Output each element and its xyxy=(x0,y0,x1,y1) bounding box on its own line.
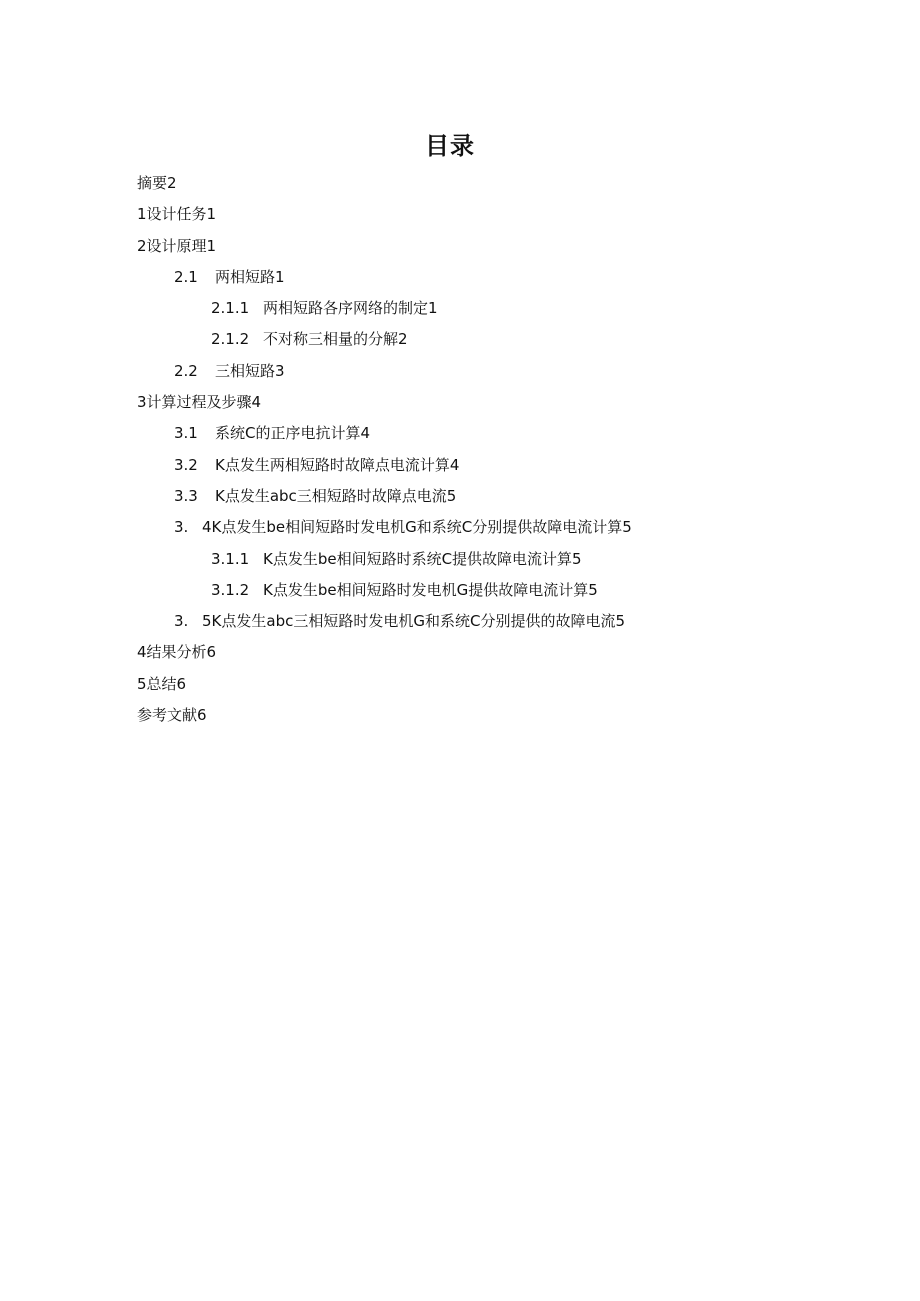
toc-entry-label: K点发生两相短路时故障点电流计算4 xyxy=(215,455,460,474)
toc-entry-3-1[interactable] xyxy=(0,418,632,449)
toc-entry-label: 三相短路3 xyxy=(215,361,285,380)
toc-entry-label: 5总结6 xyxy=(137,674,187,693)
toc-entry-3-2[interactable] xyxy=(0,450,632,481)
toc-entry-label: 2设计原理1 xyxy=(137,236,217,255)
toc-entry-label: K点发生be相间短路时发电机G提供故障电流计算5 xyxy=(263,580,598,599)
toc-entry-label: 系统C的正序电抗计算4 xyxy=(215,424,371,443)
toc-entry-number: 3.2 xyxy=(174,455,198,474)
toc-entry-label: K点发生be相间短路时系统C提供故障电流计算5 xyxy=(263,549,582,568)
toc-entry-2-1-1[interactable] xyxy=(0,293,632,324)
toc-entry-number: 3.3 xyxy=(174,486,198,505)
toc-entry-summary[interactable] xyxy=(0,669,632,700)
toc-entry-label: 两相短路1 xyxy=(215,267,285,286)
toc-entry-number: 2.2 xyxy=(174,361,198,380)
toc-entry-3-1-1[interactable] xyxy=(0,544,632,575)
toc-entry-label: 1设计任务1 xyxy=(137,205,217,224)
toc-entry-number: 3.1.1 xyxy=(211,549,250,568)
toc-entry-label: 4K点发生be相间短路时发电机G和系统C分别提供故障电流计算5 xyxy=(202,518,632,537)
toc-entry-number: 3.1.2 xyxy=(211,580,250,599)
toc-list xyxy=(0,168,632,731)
toc-entry-label: 摘要2 xyxy=(137,174,177,192)
toc-entry-2-1[interactable] xyxy=(0,262,632,293)
toc-entry-references[interactable] xyxy=(0,700,632,731)
toc-entry-3-5[interactable] xyxy=(0,606,632,637)
toc-entry-abstract[interactable] xyxy=(0,168,632,199)
toc-entry-3-1-2[interactable] xyxy=(0,575,632,606)
toc-entry-number: 3.1 xyxy=(174,424,198,443)
toc-entry-label: 参考文献6 xyxy=(137,706,207,725)
toc-entry-number: 2.1.2 xyxy=(211,330,250,349)
toc-entry-label: K点发生abc三相短路时故障点电流5 xyxy=(215,486,457,505)
toc-entry-label: 3计算过程及步骤4 xyxy=(137,393,262,412)
toc-entry-label: 4结果分析6 xyxy=(137,643,217,662)
toc-entry-3-3[interactable] xyxy=(0,481,632,512)
toc-entry-design-principle[interactable] xyxy=(0,231,632,262)
toc-entry-3-4[interactable] xyxy=(0,512,632,543)
toc-entry-label: 5K点发生abc三相短路时发电机G和系统C分别提供的故障电流5 xyxy=(202,612,625,631)
toc-entry-2-1-2[interactable] xyxy=(0,324,632,355)
toc-title: 目录 xyxy=(425,132,475,160)
toc-entry-results[interactable] xyxy=(0,637,632,668)
toc-entry-design-task[interactable] xyxy=(0,199,632,230)
toc-entry-calculation[interactable] xyxy=(0,387,632,418)
toc-entry-number: 3. xyxy=(174,612,189,631)
toc-entry-number: 3. xyxy=(174,518,189,537)
toc-entry-number: 2.1 xyxy=(174,267,198,286)
toc-entry-label: 两相短路各序网络的制定1 xyxy=(263,299,438,318)
toc-entry-label: 不对称三相量的分解2 xyxy=(263,330,408,349)
toc-entry-2-2[interactable] xyxy=(0,356,632,387)
toc-entry-number: 2.1.1 xyxy=(211,299,250,318)
